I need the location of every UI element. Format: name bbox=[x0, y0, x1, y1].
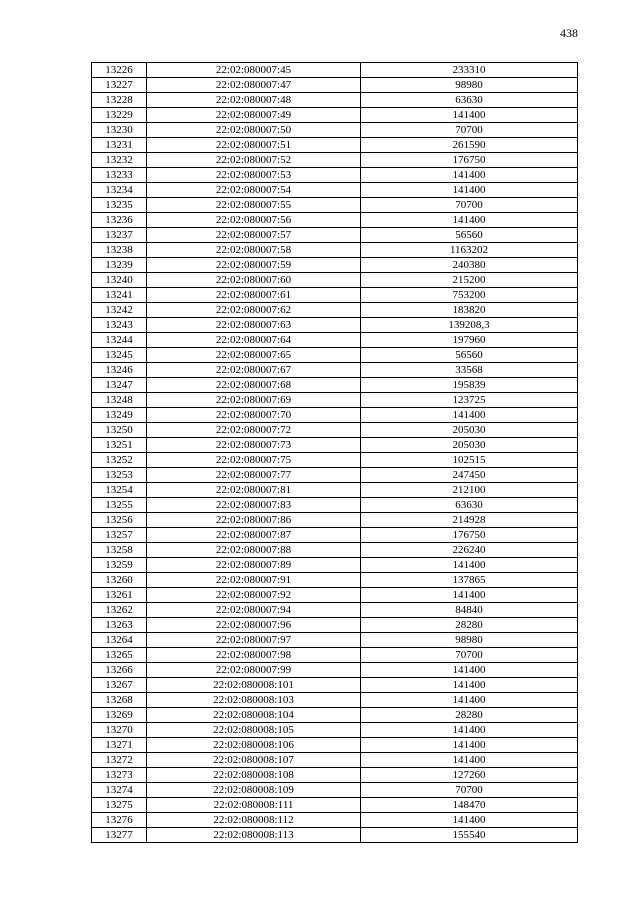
table-row bbox=[92, 558, 578, 573]
value-cell: 247450 bbox=[361, 468, 578, 483]
row-number-cell: 13275 bbox=[92, 798, 147, 813]
row-number-cell: 13228 bbox=[92, 93, 147, 108]
table-row bbox=[92, 738, 578, 753]
table-row bbox=[92, 828, 578, 843]
row-number-cell: 13226 bbox=[92, 63, 147, 78]
cadastral-number-cell: 22:02:080007:88 bbox=[147, 543, 361, 558]
row-number-cell: 13258 bbox=[92, 543, 147, 558]
value-cell: 141400 bbox=[361, 663, 578, 678]
cadastral-number-cell: 22:02:080007:81 bbox=[147, 483, 361, 498]
row-number-cell: 13245 bbox=[92, 348, 147, 363]
cadastral-number-cell: 22:02:080007:77 bbox=[147, 468, 361, 483]
row-number-cell: 13265 bbox=[92, 648, 147, 663]
cadastral-number-cell: 22:02:080007:70 bbox=[147, 408, 361, 423]
cadastral-number-cell: 22:02:080007:51 bbox=[147, 138, 361, 153]
value-cell: 212100 bbox=[361, 483, 578, 498]
cadastral-number-cell: 22:02:080007:72 bbox=[147, 423, 361, 438]
row-number-cell: 13267 bbox=[92, 678, 147, 693]
row-number-cell: 13273 bbox=[92, 768, 147, 783]
cadastral-number-cell: 22:02:080008:101 bbox=[147, 678, 361, 693]
row-number-cell: 13255 bbox=[92, 498, 147, 513]
value-cell: 141400 bbox=[361, 588, 578, 603]
value-cell: 233310 bbox=[361, 63, 578, 78]
value-cell: 141400 bbox=[361, 558, 578, 573]
cadastral-number-cell: 22:02:080007:86 bbox=[147, 513, 361, 528]
row-number-cell: 13229 bbox=[92, 108, 147, 123]
value-cell: 33568 bbox=[361, 363, 578, 378]
table-row bbox=[92, 63, 578, 78]
cadastral-number-cell: 22:02:080007:65 bbox=[147, 348, 361, 363]
row-number-cell: 13231 bbox=[92, 138, 147, 153]
row-number-cell: 13250 bbox=[92, 423, 147, 438]
row-number-cell: 13246 bbox=[92, 363, 147, 378]
row-number-cell: 13271 bbox=[92, 738, 147, 753]
row-number-cell: 13268 bbox=[92, 693, 147, 708]
cadastral-number-cell: 22:02:080007:94 bbox=[147, 603, 361, 618]
row-number-cell: 13259 bbox=[92, 558, 147, 573]
row-number-cell: 13261 bbox=[92, 588, 147, 603]
row-number-cell: 13248 bbox=[92, 393, 147, 408]
table-row bbox=[92, 198, 578, 213]
cadastral-number-cell: 22:02:080008:113 bbox=[147, 828, 361, 843]
row-number-cell: 13233 bbox=[92, 168, 147, 183]
table-row bbox=[92, 573, 578, 588]
value-cell: 141400 bbox=[361, 813, 578, 828]
row-number-cell: 13277 bbox=[92, 828, 147, 843]
row-number-cell: 13264 bbox=[92, 633, 147, 648]
table-row bbox=[92, 543, 578, 558]
table-row bbox=[92, 303, 578, 318]
row-number-cell: 13239 bbox=[92, 258, 147, 273]
table-row bbox=[92, 798, 578, 813]
value-cell: 127260 bbox=[361, 768, 578, 783]
value-cell: 141400 bbox=[361, 168, 578, 183]
cadastral-number-cell: 22:02:080007:64 bbox=[147, 333, 361, 348]
value-cell: 1163202 bbox=[361, 243, 578, 258]
value-cell: 84840 bbox=[361, 603, 578, 618]
row-number-cell: 13270 bbox=[92, 723, 147, 738]
table-row bbox=[92, 468, 578, 483]
row-number-cell: 13247 bbox=[92, 378, 147, 393]
row-number-cell: 13230 bbox=[92, 123, 147, 138]
cadastral-number-cell: 22:02:080007:53 bbox=[147, 168, 361, 183]
table-row bbox=[92, 333, 578, 348]
row-number-cell: 13272 bbox=[92, 753, 147, 768]
cadastral-number-cell: 22:02:080007:99 bbox=[147, 663, 361, 678]
table-row bbox=[92, 708, 578, 723]
table-row bbox=[92, 528, 578, 543]
cadastral-number-cell: 22:02:080008:104 bbox=[147, 708, 361, 723]
row-number-cell: 13262 bbox=[92, 603, 147, 618]
row-number-cell: 13276 bbox=[92, 813, 147, 828]
cadastral-number-cell: 22:02:080008:108 bbox=[147, 768, 361, 783]
cadastral-number-cell: 22:02:080007:50 bbox=[147, 123, 361, 138]
row-number-cell: 13253 bbox=[92, 468, 147, 483]
cadastral-number-cell: 22:02:080007:98 bbox=[147, 648, 361, 663]
table-row bbox=[92, 603, 578, 618]
cadastral-number-cell: 22:02:080007:89 bbox=[147, 558, 361, 573]
row-number-cell: 13238 bbox=[92, 243, 147, 258]
cadastral-number-cell: 22:02:080007:55 bbox=[147, 198, 361, 213]
value-cell: 63630 bbox=[361, 498, 578, 513]
row-number-cell: 13249 bbox=[92, 408, 147, 423]
value-cell: 141400 bbox=[361, 183, 578, 198]
cadastral-number-cell: 22:02:080007:69 bbox=[147, 393, 361, 408]
value-cell: 139208,3 bbox=[361, 318, 578, 333]
cadastral-number-cell: 22:02:080007:52 bbox=[147, 153, 361, 168]
row-number-cell: 13242 bbox=[92, 303, 147, 318]
table-row bbox=[92, 378, 578, 393]
row-number-cell: 13240 bbox=[92, 273, 147, 288]
row-number-cell: 13260 bbox=[92, 573, 147, 588]
value-cell: 195839 bbox=[361, 378, 578, 393]
value-cell: 214928 bbox=[361, 513, 578, 528]
cadastral-number-cell: 22:02:080007:60 bbox=[147, 273, 361, 288]
cadastral-number-cell: 22:02:080007:62 bbox=[147, 303, 361, 318]
row-number-cell: 13234 bbox=[92, 183, 147, 198]
value-cell: 141400 bbox=[361, 753, 578, 768]
table-row bbox=[92, 108, 578, 123]
row-number-cell: 13244 bbox=[92, 333, 147, 348]
value-cell: 123725 bbox=[361, 393, 578, 408]
page-number: 438 bbox=[560, 26, 578, 40]
cadastral-number-cell: 22:02:080007:87 bbox=[147, 528, 361, 543]
row-number-cell: 13254 bbox=[92, 483, 147, 498]
table-row bbox=[92, 363, 578, 378]
table-row bbox=[92, 813, 578, 828]
table-row bbox=[92, 348, 578, 363]
table-row bbox=[92, 78, 578, 93]
value-cell: 28280 bbox=[361, 618, 578, 633]
cadastral-number-cell: 22:02:080007:61 bbox=[147, 288, 361, 303]
value-cell: 155540 bbox=[361, 828, 578, 843]
table-row bbox=[92, 213, 578, 228]
value-cell: 141400 bbox=[361, 213, 578, 228]
value-cell: 753200 bbox=[361, 288, 578, 303]
value-cell: 215200 bbox=[361, 273, 578, 288]
table-row bbox=[92, 783, 578, 798]
row-number-cell: 13235 bbox=[92, 198, 147, 213]
value-cell: 137865 bbox=[361, 573, 578, 588]
cadastral-number-cell: 22:02:080007:56 bbox=[147, 213, 361, 228]
table-row bbox=[92, 618, 578, 633]
value-cell: 102515 bbox=[361, 453, 578, 468]
cadastral-number-cell: 22:02:080008:109 bbox=[147, 783, 361, 798]
cadastral-number-cell: 22:02:080008:103 bbox=[147, 693, 361, 708]
value-cell: 176750 bbox=[361, 528, 578, 543]
table-row bbox=[92, 258, 578, 273]
cadastral-number-cell: 22:02:080007:96 bbox=[147, 618, 361, 633]
row-number-cell: 13263 bbox=[92, 618, 147, 633]
cadastral-number-cell: 22:02:080007:57 bbox=[147, 228, 361, 243]
row-number-cell: 13237 bbox=[92, 228, 147, 243]
value-cell: 197960 bbox=[361, 333, 578, 348]
value-cell: 148470 bbox=[361, 798, 578, 813]
value-cell: 226240 bbox=[361, 543, 578, 558]
row-number-cell: 13252 bbox=[92, 453, 147, 468]
table-row bbox=[92, 393, 578, 408]
row-number-cell: 13257 bbox=[92, 528, 147, 543]
value-cell: 141400 bbox=[361, 738, 578, 753]
cadastral-number-cell: 22:02:080007:59 bbox=[147, 258, 361, 273]
cadastral-number-cell: 22:02:080007:83 bbox=[147, 498, 361, 513]
table-row bbox=[92, 318, 578, 333]
cadastral-number-cell: 22:02:080007:68 bbox=[147, 378, 361, 393]
table-row bbox=[92, 648, 578, 663]
cadastral-number-cell: 22:02:080008:111 bbox=[147, 798, 361, 813]
table-row bbox=[92, 768, 578, 783]
cadastral-number-cell: 22:02:080007:97 bbox=[147, 633, 361, 648]
table-row bbox=[92, 423, 578, 438]
table-row bbox=[92, 273, 578, 288]
table-row bbox=[92, 753, 578, 768]
row-number-cell: 13227 bbox=[92, 78, 147, 93]
value-cell: 70700 bbox=[361, 198, 578, 213]
cadastral-number-cell: 22:02:080007:48 bbox=[147, 93, 361, 108]
table-row bbox=[92, 168, 578, 183]
row-number-cell: 13269 bbox=[92, 708, 147, 723]
table-body bbox=[92, 63, 578, 843]
data-table bbox=[91, 62, 578, 843]
row-number-cell: 13266 bbox=[92, 663, 147, 678]
cadastral-number-cell: 22:02:080008:112 bbox=[147, 813, 361, 828]
cadastral-number-cell: 22:02:080007:45 bbox=[147, 63, 361, 78]
value-cell: 141400 bbox=[361, 723, 578, 738]
table-row bbox=[92, 723, 578, 738]
table-row bbox=[92, 588, 578, 603]
cadastral-number-cell: 22:02:080007:63 bbox=[147, 318, 361, 333]
cadastral-number-cell: 22:02:080007:47 bbox=[147, 78, 361, 93]
row-number-cell: 13256 bbox=[92, 513, 147, 528]
value-cell: 98980 bbox=[361, 633, 578, 648]
value-cell: 176750 bbox=[361, 153, 578, 168]
cadastral-number-cell: 22:02:080008:106 bbox=[147, 738, 361, 753]
value-cell: 28280 bbox=[361, 708, 578, 723]
cadastral-number-cell: 22:02:080008:107 bbox=[147, 753, 361, 768]
table-row bbox=[92, 438, 578, 453]
value-cell: 141400 bbox=[361, 108, 578, 123]
value-cell: 183820 bbox=[361, 303, 578, 318]
table-row bbox=[92, 513, 578, 528]
value-cell: 63630 bbox=[361, 93, 578, 108]
table-row bbox=[92, 288, 578, 303]
table-row bbox=[92, 483, 578, 498]
cadastral-number-cell: 22:02:080007:67 bbox=[147, 363, 361, 378]
table-row bbox=[92, 633, 578, 648]
value-cell: 70700 bbox=[361, 648, 578, 663]
table-row bbox=[92, 453, 578, 468]
row-number-cell: 13274 bbox=[92, 783, 147, 798]
row-number-cell: 13232 bbox=[92, 153, 147, 168]
cadastral-number-cell: 22:02:080007:54 bbox=[147, 183, 361, 198]
table-row bbox=[92, 153, 578, 168]
value-cell: 70700 bbox=[361, 783, 578, 798]
value-cell: 141400 bbox=[361, 693, 578, 708]
value-cell: 56560 bbox=[361, 228, 578, 243]
table-row bbox=[92, 138, 578, 153]
table-row bbox=[92, 408, 578, 423]
value-cell: 141400 bbox=[361, 678, 578, 693]
table-row bbox=[92, 183, 578, 198]
value-cell: 141400 bbox=[361, 408, 578, 423]
value-cell: 98980 bbox=[361, 78, 578, 93]
table-row bbox=[92, 243, 578, 258]
value-cell: 261590 bbox=[361, 138, 578, 153]
cadastral-number-cell: 22:02:080007:92 bbox=[147, 588, 361, 603]
cadastral-number-cell: 22:02:080007:91 bbox=[147, 573, 361, 588]
row-number-cell: 13236 bbox=[92, 213, 147, 228]
cadastral-number-cell: 22:02:080007:73 bbox=[147, 438, 361, 453]
table-row bbox=[92, 663, 578, 678]
cadastral-number-cell: 22:02:080008:105 bbox=[147, 723, 361, 738]
value-cell: 240380 bbox=[361, 258, 578, 273]
row-number-cell: 13251 bbox=[92, 438, 147, 453]
table-row bbox=[92, 123, 578, 138]
table-row bbox=[92, 228, 578, 243]
cadastral-number-cell: 22:02:080007:49 bbox=[147, 108, 361, 123]
value-cell: 205030 bbox=[361, 423, 578, 438]
value-cell: 205030 bbox=[361, 438, 578, 453]
value-cell: 70700 bbox=[361, 123, 578, 138]
table-row bbox=[92, 678, 578, 693]
cadastral-number-cell: 22:02:080007:75 bbox=[147, 453, 361, 468]
row-number-cell: 13243 bbox=[92, 318, 147, 333]
value-cell: 56560 bbox=[361, 348, 578, 363]
cadastral-number-cell: 22:02:080007:58 bbox=[147, 243, 361, 258]
table-row bbox=[92, 498, 578, 513]
table-row bbox=[92, 93, 578, 108]
table-row bbox=[92, 693, 578, 708]
row-number-cell: 13241 bbox=[92, 288, 147, 303]
